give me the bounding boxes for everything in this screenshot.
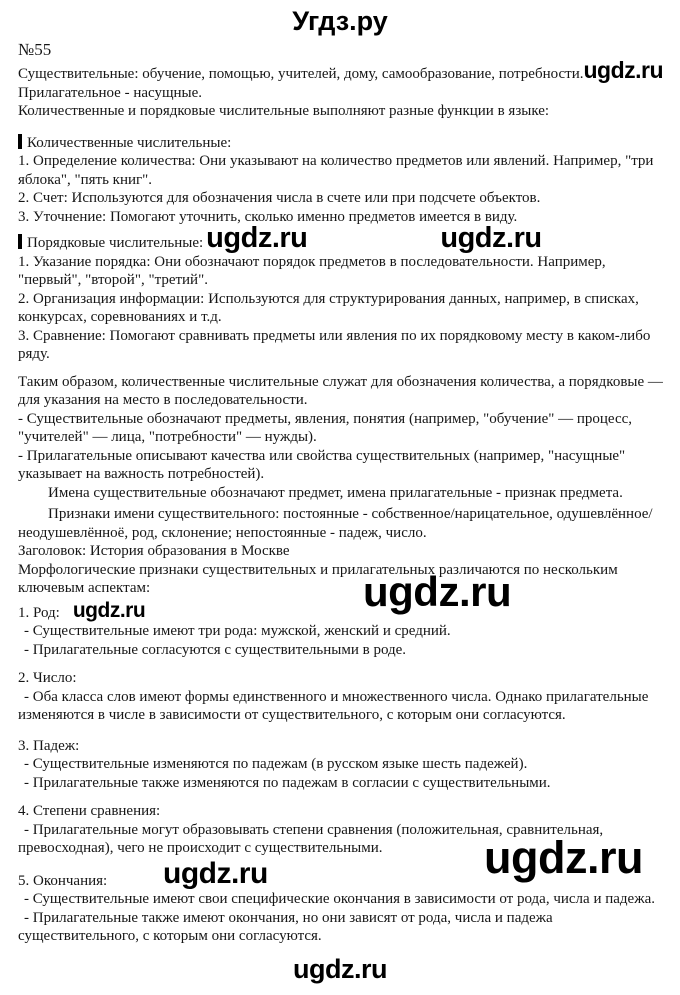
ordinal-item-1: 1. Указание порядка: Они обозначают порядок предметов в последовательности. Например, "первый", "второй", "третий". (18, 253, 606, 288)
summary-line-1: Таким образом, количественные числительные служат для обозначения количества, а порядковые — для указания на место в последовательности. (18, 373, 663, 408)
ordinal-item-2: 2. Организация информации: Используются для структурирования данных, например, в списках, конкурсах, соревнованиях и т.д. (18, 290, 639, 325)
case-title-line: 3. Падеж: (18, 737, 80, 754)
case-item-1: - Существительные изменяются по падежам (в русском языке шесть падежей). (24, 756, 528, 772)
watermark-ugdz-large-bottom-right: ugdz.ru (484, 832, 643, 883)
watermark-ugdz-medium-bottom-left: ugdz.ru (163, 857, 268, 890)
quantitative-item-2: 2. Счет: Используются для обозначения числа в счете или при подсчете объектов. (18, 190, 541, 206)
intro-line-2: Прилагательное - насущные. (18, 84, 203, 101)
intro-line-1 (18, 57, 666, 84)
number-title-line: 2. Число: (18, 670, 77, 686)
intro-line-1-text: Существительные: обучение, помощью, учителей, дому, самообразование, потребности. (18, 66, 584, 82)
watermark-ugdz-ordinal-1: ugdz.ru (206, 222, 308, 254)
gender-item-2: - Прилагательные согласуются с существительными в роде. (24, 641, 407, 658)
watermark-ugdz-large-middle: ugdz.ru (363, 568, 512, 615)
intro-line-3: Количественные и порядковые числительные выполняют разные функции в языке: (18, 103, 550, 119)
gender-title-text: 1. Род: (18, 604, 60, 621)
watermark-ugdz-gender: ugdz.ru (72, 598, 146, 622)
quantitative-title-line (18, 134, 666, 153)
summary-line-2: - Существительные обозначают предметы, явления, понятия (например, "обучение" — процесс, "учителей" — лица, "потребности" — нужды). (18, 410, 633, 445)
text-cursor-bar-icon (18, 134, 22, 149)
quantitative-item-1: 1. Определение количества: Они указывают на количество предметов или явлений. Например, "три яблока", "пять книг". (18, 153, 654, 188)
section-case (18, 737, 666, 793)
section-gender (18, 598, 666, 660)
quantitative-title-text: Количественные числительные: (27, 134, 232, 151)
watermark-ugdz-inline-top: ugdz.ru (583, 57, 664, 83)
summary-line-4: Имена существительные обозначают предмет, имена прилагательные - признак предмета. (48, 484, 623, 501)
endings-item-1: - Существительные имеют свои специфические окончания в зависимости от рода, числа и падежа. (24, 891, 655, 907)
section-number (18, 669, 666, 725)
endings-item-2: - Прилагательные также имеют окончания, но они зависят от рода, числа и падежа существительного, с которым они согласуются. (18, 909, 553, 944)
gender-title-line (18, 598, 666, 623)
number-item-1: - Оба класса слов имеют формы единственного и множественного числа. Однако прилагательные изменяются в числе в зависимости от существительного, с которым они согласуются. (18, 688, 649, 723)
task-number: №55 (18, 40, 52, 59)
gender-item-1: - Существительные имеют три рода: мужской, женский и средний. (24, 623, 451, 639)
ordinal-title-text: Порядковые числительные: (27, 235, 204, 251)
case-item-2: - Прилагательные также изменяются по падежам в согласии с существительными. (24, 774, 551, 791)
degrees-item-1: - Прилагательные могут образовывать степени сравнения (положительная, сравнительная, превосходная), чего не происходит с существительными. (18, 821, 604, 856)
ordinal-title-line (18, 222, 666, 254)
degrees-title-line: 4. Степени сравнения: (18, 803, 161, 819)
site-title: Угдз.ру (292, 6, 388, 36)
section-quantitative-numerals (18, 134, 666, 227)
quantitative-item-3: 3. Уточнение: Помогают уточнить, сколько именно предметов имеется в виду. (18, 208, 518, 225)
summary-line-3: - Прилагательные описывают качества или свойства существительных (например, "насущные" указывает на важность потребностей). (18, 447, 626, 482)
endings-title-line: 5. Окончания: (18, 872, 108, 889)
summary-paragraph (18, 373, 666, 503)
watermark-ugdz-footer-center: ugdz.ru (293, 954, 387, 984)
watermark-ugdz-ordinal-2: ugdz.ru (440, 222, 542, 254)
signs-line-2: Заголовок: История образования в Москве (18, 543, 290, 559)
ordinal-item-3: 3. Сравнение: Помогают сравнивать предметы или явления по их порядковому месту в каком-либо ряду. (18, 327, 651, 362)
intro-paragraph (18, 57, 666, 121)
signs-line-1: Признаки имени существительного: постоянные - собственное/нарицательное, одушевлённое/неодушевлённоё, род, склонение; непостоянные - падеж, число. (18, 506, 653, 541)
noun-signs-paragraph (18, 505, 666, 598)
text-cursor-bar-icon (18, 234, 22, 249)
section-ordinal-numerals (18, 222, 666, 364)
signs-line-3: Морфологические признаки существительных и прилагательных различаются по нескольким ключевым аспектам: (18, 561, 618, 596)
answer-body (18, 57, 666, 946)
